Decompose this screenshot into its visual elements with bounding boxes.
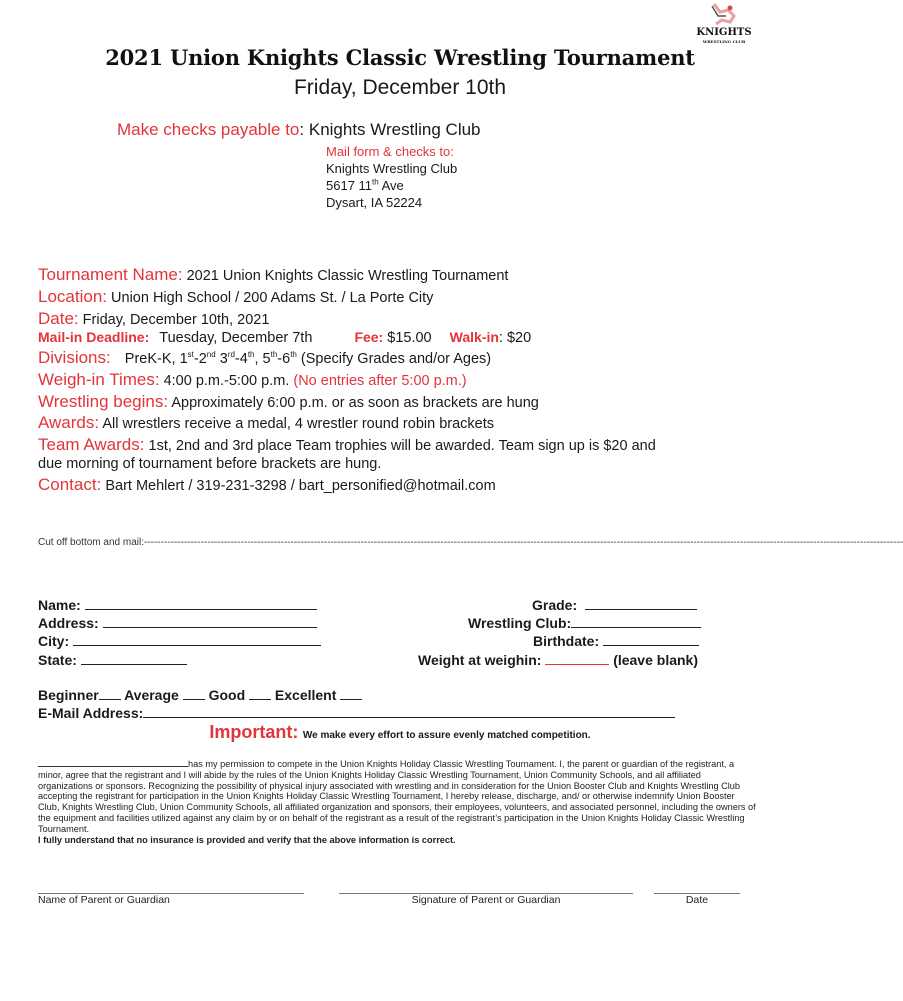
city-blank[interactable] — [73, 633, 321, 646]
div-text: -4 — [234, 351, 248, 367]
weighin-label: Weigh-in Times: — [38, 370, 160, 389]
birthdate-blank[interactable] — [603, 633, 699, 646]
address-blank[interactable] — [103, 615, 317, 628]
grade-label: Grade: — [532, 597, 578, 613]
team-awards-row — [38, 435, 656, 455]
logo-name: KNIGHTS — [696, 27, 752, 38]
mail-label: Mail form & checks to: — [326, 144, 454, 159]
wrestling-club-field[interactable] — [468, 615, 701, 631]
div-sup: th — [270, 350, 278, 360]
parent-signature-line[interactable] — [339, 893, 633, 906]
deadline-row — [38, 329, 531, 346]
deadline-label: Mail-in Deadline: — [38, 329, 150, 345]
state-label: State: — [38, 652, 77, 668]
city-label: City: — [38, 633, 70, 649]
beginner-blank[interactable] — [99, 687, 121, 700]
div-sup: rd — [227, 350, 235, 360]
location-value: Union High School / 200 Adams St. / La Porte City — [111, 290, 434, 306]
contact-label: Contact: — [38, 475, 102, 494]
city-field[interactable] — [38, 633, 321, 649]
divisions-label: Divisions: — [38, 348, 111, 367]
cut-off-dashes: ------------------------------------------------------------------------------------------------------------------------------------------------------------------------------------------------------------------------------------ — [143, 537, 903, 548]
page-title: 2021 Union Knights Classic Wrestling Tournament — [105, 45, 695, 70]
beginner-label: Beginner — [38, 687, 99, 703]
page-subtitle: Friday, December 10th — [293, 76, 507, 99]
waiver-body: has my permission to compete in the Union Knights Holiday Classic Wrestling Tournament. I, the parent or guardian of the registrant, a minor, agree that the registrant and I will abide by the rules of the Union Knights Holiday Classic Wrestling Tournament, Union Community Schools, and all affiliated organizations or sponsors. Recognizing the possibility of physical injury associated with wrestling and in consideration for the Union Booster Club and Knights Wrestling Club accepting the registrant for participation in the Union Knights Holiday Classic Wrestling Tournament, I hereby release, discharge, and/ or otherwise indemnify Union Booster Club, Knights Wrestling Club, Union Community Schools, all affiliated organization and sponsors, their employees, volunteers, and associated personnel, including the owners of the equipment and facilities utilized against any claim by or on behalf of the registrant as a result of the registrant’s participation in the Union Knights Holiday Classic Wrestling Tournament. — [38, 759, 756, 834]
mail-street — [326, 177, 404, 194]
insurance-statement: I fully understand that no insurance is provided and verify that the above information is correct. — [38, 834, 456, 845]
contact-value: Bart Mehlert / 319-231-3298 / bart_personified@hotmail.com — [105, 478, 496, 494]
average-label: Average — [124, 687, 179, 703]
wrestling-row — [38, 392, 539, 412]
wrestling-label: Wrestling begins: — [38, 392, 169, 411]
knights-logo — [694, 2, 754, 44]
div-sup: th — [247, 350, 255, 360]
parent-name-signature-line[interactable] — [38, 893, 304, 906]
location-label: Location: — [38, 287, 107, 306]
registrant-name-blank[interactable] — [38, 758, 188, 767]
checks-colon: : — [299, 120, 305, 139]
weight-note: (leave blank) — [613, 652, 699, 668]
address-field[interactable] — [38, 615, 317, 631]
div-text: PreK-K, 1 — [124, 351, 188, 367]
grade-blank[interactable] — [585, 597, 697, 610]
date-value: Friday, December 10th, 2021 — [82, 312, 270, 328]
good-blank[interactable] — [249, 687, 271, 700]
email-label: E-Mail Address: — [38, 705, 144, 721]
street-sup: th — [372, 177, 379, 187]
parent-name-label: Name of Parent or Guardian — [38, 894, 170, 906]
grade-field[interactable] — [532, 597, 697, 613]
state-field[interactable] — [38, 652, 187, 668]
walkin-colon: : — [498, 330, 503, 346]
walkin-value: $20 — [506, 330, 532, 346]
checks-value: Knights Wrestling Club — [308, 120, 481, 139]
checks-payable — [117, 120, 481, 140]
awards-row — [38, 413, 494, 433]
email-blank[interactable] — [143, 705, 675, 718]
skill-level-row — [38, 687, 362, 703]
weight-blank[interactable] — [545, 652, 609, 665]
tournament-name-label: Tournament Name: — [38, 265, 183, 284]
name-label: Name: — [38, 597, 81, 613]
checks-label: Make checks payable to — [117, 120, 300, 139]
signature-date-label: Date — [685, 894, 709, 906]
fee-value: $15.00 — [387, 330, 432, 346]
div-sup: th — [290, 350, 297, 360]
divisions-row — [38, 348, 491, 368]
awards-value: All wrestlers receive a medal, 4 wrestler round robin brackets — [102, 416, 494, 432]
team-awards-label: Team Awards: — [38, 435, 145, 454]
div-text: -6 — [277, 351, 291, 367]
parent-signature-label: Signature of Parent or Guardian — [411, 894, 561, 906]
important-text: We make every effort to assure evenly matched competition. — [302, 730, 591, 741]
name-blank[interactable] — [85, 597, 317, 610]
team-awards-continued: due morning of tournament before brackets are hung. — [38, 456, 382, 472]
logo-subtitle: WRESTLING CLUB — [702, 39, 746, 44]
contact-row — [38, 475, 496, 495]
weighin-value: 4:00 p.m.-5:00 p.m. — [163, 373, 290, 389]
cut-off-label: Cut off bottom and mail: — [38, 537, 144, 548]
div-sup: st — [187, 350, 194, 360]
team-awards-value: 1st, 2nd and 3rd place Team trophies will be awarded. Team sign up is $20 and — [148, 438, 656, 454]
date-signature-line[interactable] — [654, 893, 740, 906]
div-text: , 5 — [254, 351, 271, 367]
weighin-row — [38, 370, 467, 390]
good-label: Good — [208, 687, 246, 703]
wrestling-club-label: Wrestling Club: — [468, 615, 572, 631]
wrestling-club-blank[interactable] — [571, 615, 701, 628]
state-blank[interactable] — [81, 652, 187, 665]
wrestling-value: Approximately 6:00 p.m. or as soon as brackets are hung — [171, 395, 539, 411]
divisions-value — [125, 351, 491, 367]
birthdate-label: Birthdate: — [533, 633, 600, 649]
weight-field[interactable] — [418, 652, 698, 668]
location-row — [38, 287, 433, 307]
street-rest: Ave — [378, 178, 404, 193]
div-text: -2 — [193, 351, 207, 367]
awards-label: Awards: — [38, 413, 100, 432]
wrestler-icon — [694, 2, 754, 28]
name-field[interactable] — [38, 597, 317, 613]
mail-city: Dysart, IA 52224 — [326, 195, 423, 210]
tournament-name-value: 2021 Union Knights Classic Wrestling Tournament — [186, 268, 509, 284]
weighin-note: (No entries after 5:00 p.m.) — [293, 373, 467, 389]
deadline-value: Tuesday, December 7th — [159, 330, 313, 346]
excellent-label: Excellent — [274, 687, 337, 703]
street-number: 5617 11 — [326, 178, 373, 193]
walkin-label: Walk-in — [449, 329, 499, 345]
div-text: 3 — [215, 351, 228, 367]
tournament-name-row — [38, 265, 508, 285]
email-field[interactable] — [38, 705, 675, 721]
date-label: Date: — [38, 309, 79, 328]
important-label: Important: — [209, 722, 299, 742]
waiver-text — [38, 758, 758, 845]
date-row — [38, 309, 269, 329]
div-sup: nd — [206, 350, 216, 360]
address-label: Address: — [38, 615, 99, 631]
weight-label: Weight at weighin: — [418, 652, 542, 668]
mail-name: Knights Wrestling Club — [326, 161, 458, 176]
fee-label: Fee: — [354, 329, 384, 345]
average-blank[interactable] — [183, 687, 205, 700]
div-text: (Specify Grades and/or Ages) — [296, 351, 492, 367]
important-notice — [0, 722, 800, 743]
excellent-blank[interactable] — [340, 687, 362, 700]
cut-off-line — [38, 537, 903, 548]
birthdate-field[interactable] — [533, 633, 699, 649]
